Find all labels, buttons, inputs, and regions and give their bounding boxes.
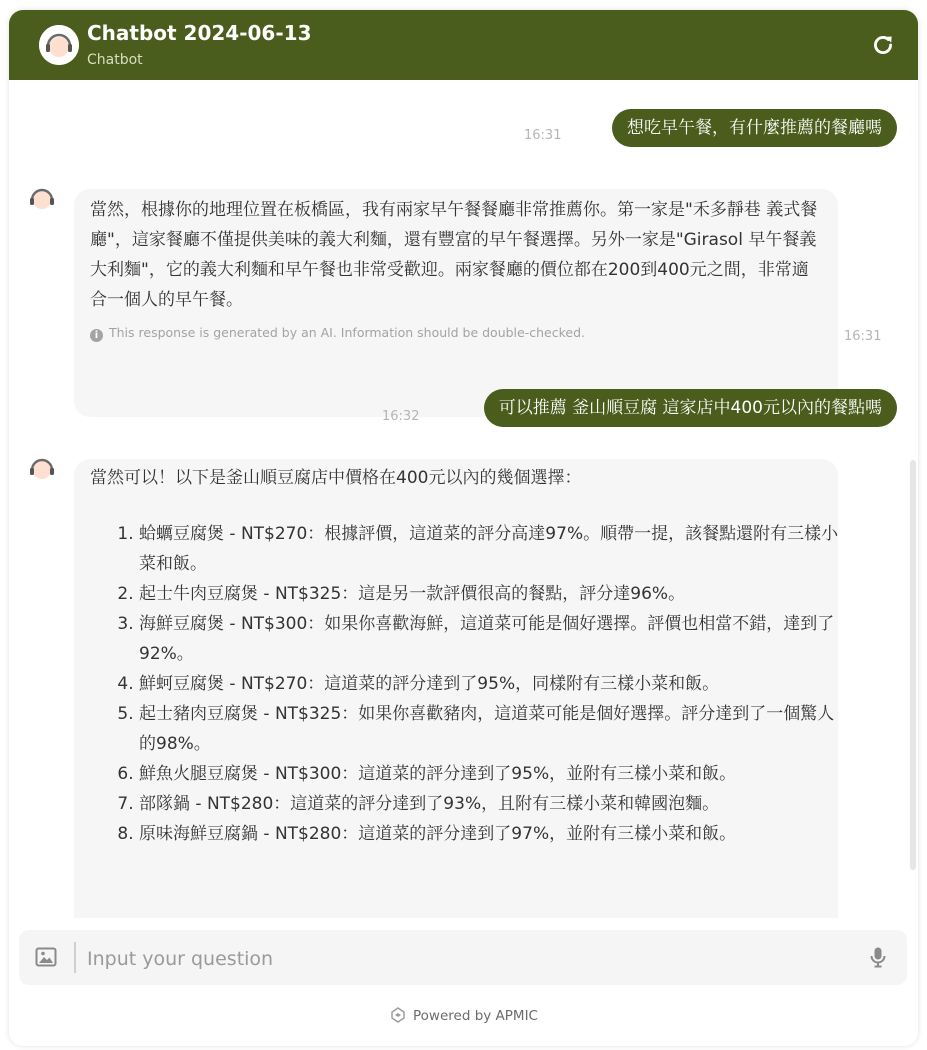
refresh-icon[interactable] xyxy=(870,32,896,58)
question-input-bar xyxy=(19,930,907,985)
input-divider xyxy=(74,942,76,973)
info-icon: i xyxy=(90,329,103,342)
user-message xyxy=(426,389,897,427)
list-item: 2. 起士牛肉豆腐煲 - NT$325：這是另一款評價很高的餐點，評分達96%。 xyxy=(139,579,851,609)
user-message xyxy=(568,109,897,147)
apmic-logo-icon xyxy=(389,1006,407,1024)
message-list[interactable] xyxy=(9,80,918,918)
image-upload-icon[interactable] xyxy=(34,945,58,969)
bot-avatar-icon xyxy=(26,183,58,215)
chat-window xyxy=(9,10,918,1046)
list-item: 1. 蛤蠣豆腐煲 - NT$270：根據評價，這道菜的評分高達97%。順帶一提，該餐點還附有三樣小菜和飯。 xyxy=(139,519,851,579)
bot-message-text: 當然，根據你的地理位置在板橋區，我有兩家早午餐餐廳非常推薦你。第一家是"禾多靜巷 義式餐廳"，這家餐廳不僅提供美味的義大利麵，還有豐富的早午餐選擇。另外一家是"Girasol 早午餐義大利麵"，它的義大利麵和早午餐也非常受歡迎。兩家餐廳的價位都在200到400元之間，非常適合一個人的早午餐。 xyxy=(90,200,818,310)
microphone-icon[interactable] xyxy=(866,945,890,969)
question-input[interactable] xyxy=(85,940,849,977)
ai-disclaimer: i This response is generated by an AI. Information should be double-checked. xyxy=(90,325,585,342)
chat-header xyxy=(9,10,918,80)
message-time: 16:31 xyxy=(844,329,882,344)
list-item: 4. 鮮蚵豆腐煲 - NT$270：這道菜的評分達到了95%，同樣附有三樣小菜和飯。 xyxy=(139,669,851,699)
list-item: 6. 鮮魚火腿豆腐煲 - NT$300：這道菜的評分達到了95%，並附有三樣小菜和飯。 xyxy=(139,759,851,789)
chat-subtitle: Chatbot xyxy=(87,52,143,68)
recommendation-list xyxy=(90,519,851,849)
scrollbar[interactable] xyxy=(910,460,916,870)
list-item: 5. 起士豬肉豆腐煲 - NT$325：如果你喜歡豬肉，這道菜可能是個好選擇。評分達到了一個驚人的98%。 xyxy=(139,699,851,759)
bot-avatar-icon xyxy=(26,453,58,485)
bot-message-bubble xyxy=(74,459,838,918)
message-time: 16:31 xyxy=(524,128,562,143)
bot-message-bubble xyxy=(74,189,838,417)
bot-message-intro: 當然可以！以下是釜山順豆腐店中價格在400元以內的幾個選擇： xyxy=(90,468,582,488)
user-message-bubble: 想吃早午餐，有什麼推薦的餐廳嗎 xyxy=(612,109,897,147)
list-item: 8. 原味海鮮豆腐鍋 - NT$280：這道菜的評分達到了97%，並附有三樣小菜和飯。 xyxy=(139,819,851,849)
user-message-bubble: 可以推薦 釜山順豆腐 這家店中400元以內的餐點嗎 xyxy=(484,389,897,427)
message-time: 16:32 xyxy=(382,409,420,424)
list-item: 7. 部隊鍋 - NT$280：這道菜的評分達到了93%，且附有三樣小菜和韓國泡麵。 xyxy=(139,789,851,819)
powered-by: Powered by APMIC xyxy=(9,1006,918,1024)
chatbot-avatar-icon xyxy=(39,25,79,65)
list-item: 3. 海鮮豆腐煲 - NT$300：如果你喜歡海鮮，這道菜可能是個好選擇。評價也相當不錯，達到了92%。 xyxy=(139,609,851,669)
chat-title: Chatbot 2024-06-13 xyxy=(87,21,312,45)
